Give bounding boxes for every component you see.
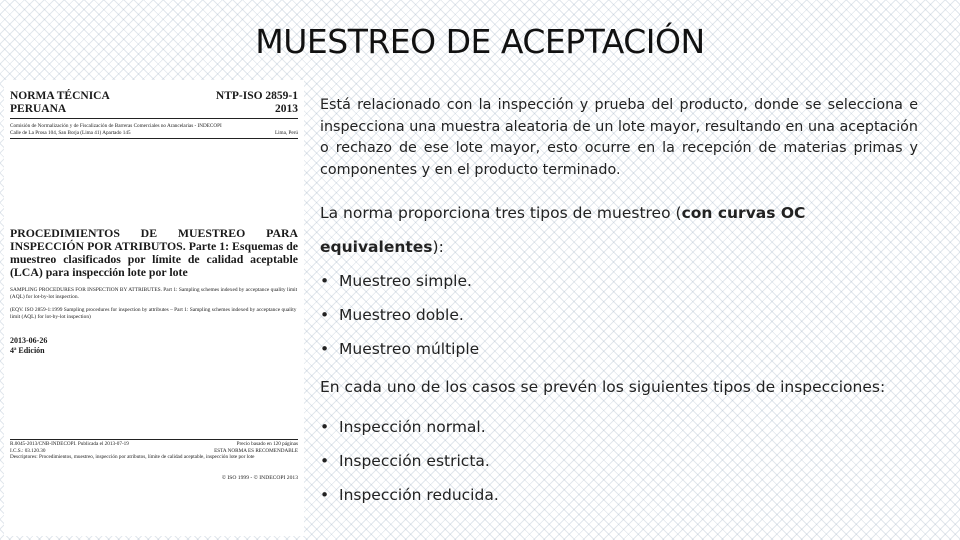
inspection-types-list — [320, 410, 918, 512]
doc-footer-rule — [10, 439, 298, 440]
doc-address-row — [4, 130, 304, 137]
doc-divider-2 — [10, 138, 298, 139]
doc-equivalence: (EQV. ISO 2859-1:1999 Sampling procedures for inspection by attributes – Part 1: Sampling schemes indexed by acceptance quality limit (AQL) for lot-by-lot inspection) — [10, 307, 297, 320]
doc-header-row-1 — [4, 90, 304, 103]
doc-footer-ics: I.C.S.: 03.120.30 — [10, 447, 46, 454]
doc-city: Lima, Perú — [274, 129, 298, 136]
bullet-icon: • — [320, 306, 330, 324]
doc-header-row-2 — [4, 103, 304, 116]
doc-address: Calle de La Prosa 104, San Borja (Lima 41) Apartado 145 — [10, 129, 131, 136]
standard-document-image — [4, 80, 304, 536]
sampling-types-list — [320, 264, 918, 366]
list-item — [320, 478, 918, 512]
oc-curves-text: con curvas OC equivalentes — [320, 204, 806, 256]
list-item-label: Inspección reducida. — [339, 486, 499, 504]
doc-title-es: PROCEDIMIENTOS DE MUESTREO PARA INSPECCIÓN POR ATRIBUTOS. Parte 1: Esquemas de muestreo clasificados por límite de calidad aceptable (LCA) para inspección lote por lote — [10, 226, 298, 279]
list-item-label: Inspección normal. — [339, 418, 486, 436]
doc-date: 2013-06-26 — [10, 336, 48, 346]
doc-footer-descriptors: Descriptores: Procedimientos, muestreo, inspección por atributos, límite de calidad aceptable, inspección lote por lote — [10, 454, 255, 461]
slide-title: MUESTREO DE ACEPTACIÓN — [255, 22, 705, 61]
sampling-intro-suffix: ): — [432, 238, 444, 256]
bullet-icon: • — [320, 418, 330, 436]
bullet-icon: • — [320, 272, 330, 290]
doc-title-en: SAMPLING PROCEDURES FOR INSPECTION BY ATTRIBUTES. Part 1: Sampling schemes indexed by acceptance quality limit (AQL) for lot-by-lot inspection. — [10, 287, 298, 300]
list-item-label: Muestreo múltiple — [339, 340, 480, 358]
doc-header-year: 2013 — [275, 103, 298, 115]
list-item — [320, 332, 918, 366]
list-item-label: Muestreo simple. — [339, 272, 472, 290]
list-item — [320, 264, 918, 298]
doc-footer-rec: ESTA NORMA ES RECOMENDABLE — [214, 447, 298, 454]
sampling-intro-text: La norma proporciona tres tipos de muestreo ( — [320, 204, 682, 222]
doc-header-norma: NORMA TÉCNICA — [10, 90, 110, 102]
doc-copyright: © ISO 1999 - © INDECOPI 2013 — [221, 474, 298, 481]
intro-paragraph: Está relacionado con la inspección y prueba del producto, donde se selecciona e inspecciona una muestra aleatoria de un lote mayor, resultando en una aceptación o rechazo de ese lote mayor, esto ocurre en la recepción de materias primas y componentes y en el producto terminado. — [320, 97, 918, 178]
doc-edition: 4ª Edición — [10, 345, 45, 355]
doc-footer-price: Precio basado en 120 páginas — [236, 441, 298, 448]
list-item — [320, 444, 918, 478]
bullet-icon: • — [320, 486, 330, 504]
doc-divider — [10, 118, 298, 119]
list-item — [320, 410, 918, 444]
content-area — [320, 95, 918, 512]
sampling-types-paragraph — [320, 196, 918, 264]
list-item-label: Muestreo doble. — [339, 306, 464, 324]
bullet-icon: • — [320, 340, 330, 358]
list-item — [320, 298, 918, 332]
doc-header-code: NTP-ISO 2859-1 — [215, 90, 298, 102]
bullet-icon: • — [320, 452, 330, 470]
doc-footer-ref: R.0045-2013/CNB-INDECOPI. Publicada el 2013-07-19 — [10, 441, 129, 448]
inspection-types-paragraph: En cada uno de los casos se prevén los siguientes tipos de inspecciones: — [320, 378, 886, 396]
list-item-label: Inspección estricta. — [339, 452, 490, 470]
doc-commission: Comisión de Normalización y de Fiscalización de Barreras Comerciales no Arancelarias - INDECOPI — [10, 123, 222, 129]
doc-header-country: PERUANA — [10, 103, 67, 115]
